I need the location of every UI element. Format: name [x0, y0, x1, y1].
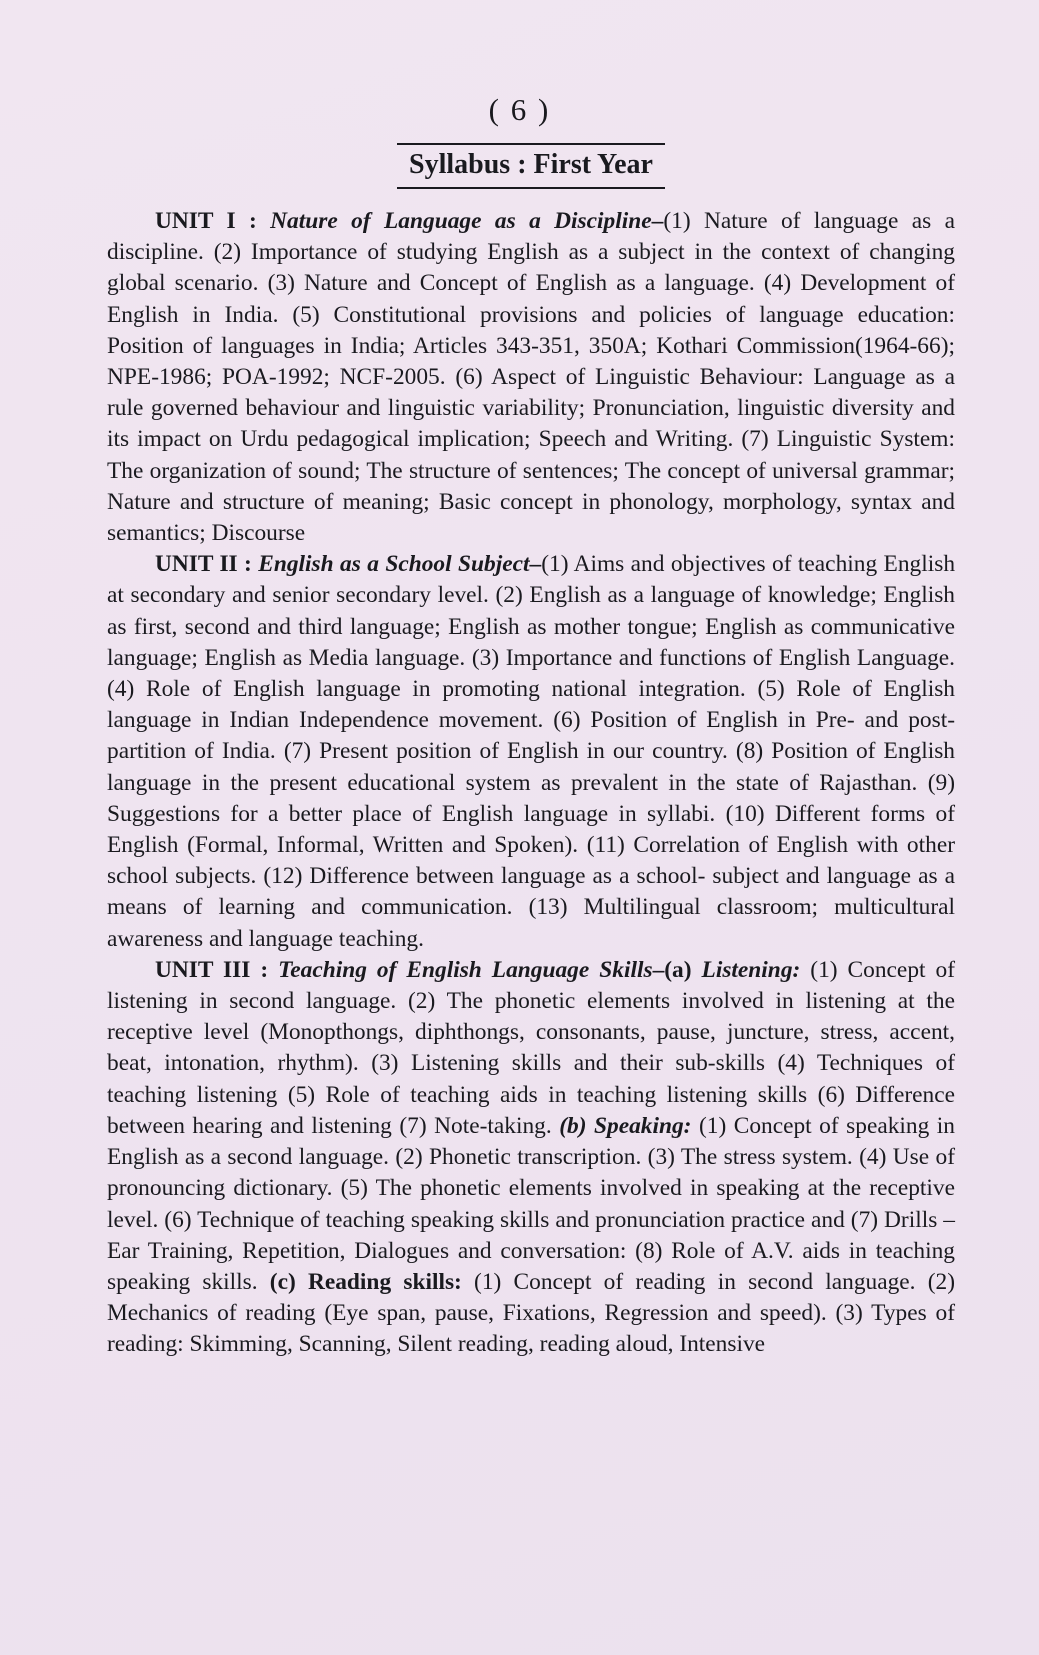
unit-3-part-b-text: (1) Concept of speaking in English as a second language. (2) Phonetic transcription. (3) The stress system. (4) Use of pronouncing dictionary. (5) The phonetic elements involved in speaking at the receptive level. (6) Technique of teaching speaking skills and pronunciation practice and (7) Drills – Ear Training, Repetition, Dialogues and conversation: (8) Role of A.V. aids in teaching speaking skills.	[107, 1112, 955, 1295]
unit-3-part-b-title: Speaking:	[586, 1112, 692, 1139]
unit-3-paragraph	[107, 955, 955, 1361]
unit-2-label: UNIT II :	[155, 551, 259, 578]
syllabus-body	[107, 206, 955, 1361]
title-rule-box	[397, 143, 665, 189]
unit-3-dash: –	[652, 956, 665, 983]
unit-3-part-a-text: (1) Concept of listening in second language. (2) The phonetic elements involved in listening at the receptive level (Monopthongs, diphthongs, consonants, pause, juncture, stress, accent, beat, intonation, rhythm). (3) Listening skills and their sub-skills (4) Techniques of teaching listening (5) Role of teaching aids in teaching listening skills (6) Difference between hearing and listening (7) Note-taking.	[107, 956, 955, 1139]
unit-3-part-c-text: (1) Concept of reading in second language. (2) Mechanics of reading (Eye span, pause, Fixations, Regression and speed). (3) Types of reading: Skimming, Scanning, Silent reading, reading aloud, Intensive	[107, 1268, 955, 1358]
unit-3-part-b-label: (b)	[559, 1112, 587, 1139]
unit-3-part-a-label: (a)	[664, 956, 702, 983]
unit-3-title: Teaching of English Language Skills	[278, 956, 653, 983]
unit-3-part-c-label: (c) Reading skills:	[269, 1268, 462, 1295]
unit-1-paragraph	[107, 206, 955, 549]
unit-1-text: (1) Nature of language as a discipline. (2) Importance of studying English as a subject in the context of changing global scenario. (3) Nature and Concept of English as a language. (4) Development of English in India. (5) Constitutional provisions and policies of language education: Position of languages in India; Articles 343-351, 350A; Kothari Commission(1964-66); NPE-1986; POA-1992; NCF-2005. (6) Aspect of Linguistic Behaviour: Language as a rule governed behaviour and linguistic variability; Pronunciation, linguistic diversity and its impact on Urdu pedagogical implication; Speech and Writing. (7) Linguistic System: The organization of sound; The structure of sentences; The concept of universal grammar; Nature and structure of meaning; Basic concept in phonology, morphology, syntax and semantics; Discourse	[107, 208, 955, 547]
unit-2-paragraph	[107, 549, 955, 955]
page-title: Syllabus : First Year	[409, 149, 653, 180]
unit-3-label: UNIT III :	[155, 956, 279, 983]
unit-1-dash: –	[651, 208, 664, 234]
unit-2-dash: –	[529, 551, 542, 578]
unit-2-text: (1) Aims and objectives of teaching English at secondary and senior secondary level. (2) English as a language of knowledge; English as first, second and third language; English as mother tongue; English as communicative language; English as Media language. (3) Importance and functions of English Language. (4) Role of English language in promoting national integration. (5) Role of English language in Indian Independence movement. (6) Position of English in Pre- and post-partition of India. (7) Present position of English in our country. (8) Position of English language in the present educational system as prevalent in the state of Rajasthan. (9) Suggestions for a better place of English language in syllabi. (10) Different forms of English (Formal, Informal, Written and Spoken). (11) Correlation of English with other school subjects. (12) Difference between language as a school- subject and language as a means of learning and communication. (13) Multilingual classroom; multicultural awareness and language teaching.	[107, 551, 956, 952]
unit-3-part-a-title: Listening:	[701, 956, 801, 983]
page-number: ( 6 )	[488, 92, 551, 127]
unit-1-label: UNIT I :	[155, 208, 271, 234]
unit-1-title: Nature of Language as a Discipline	[270, 208, 652, 234]
unit-2-title: English as a School Subject	[258, 551, 530, 578]
